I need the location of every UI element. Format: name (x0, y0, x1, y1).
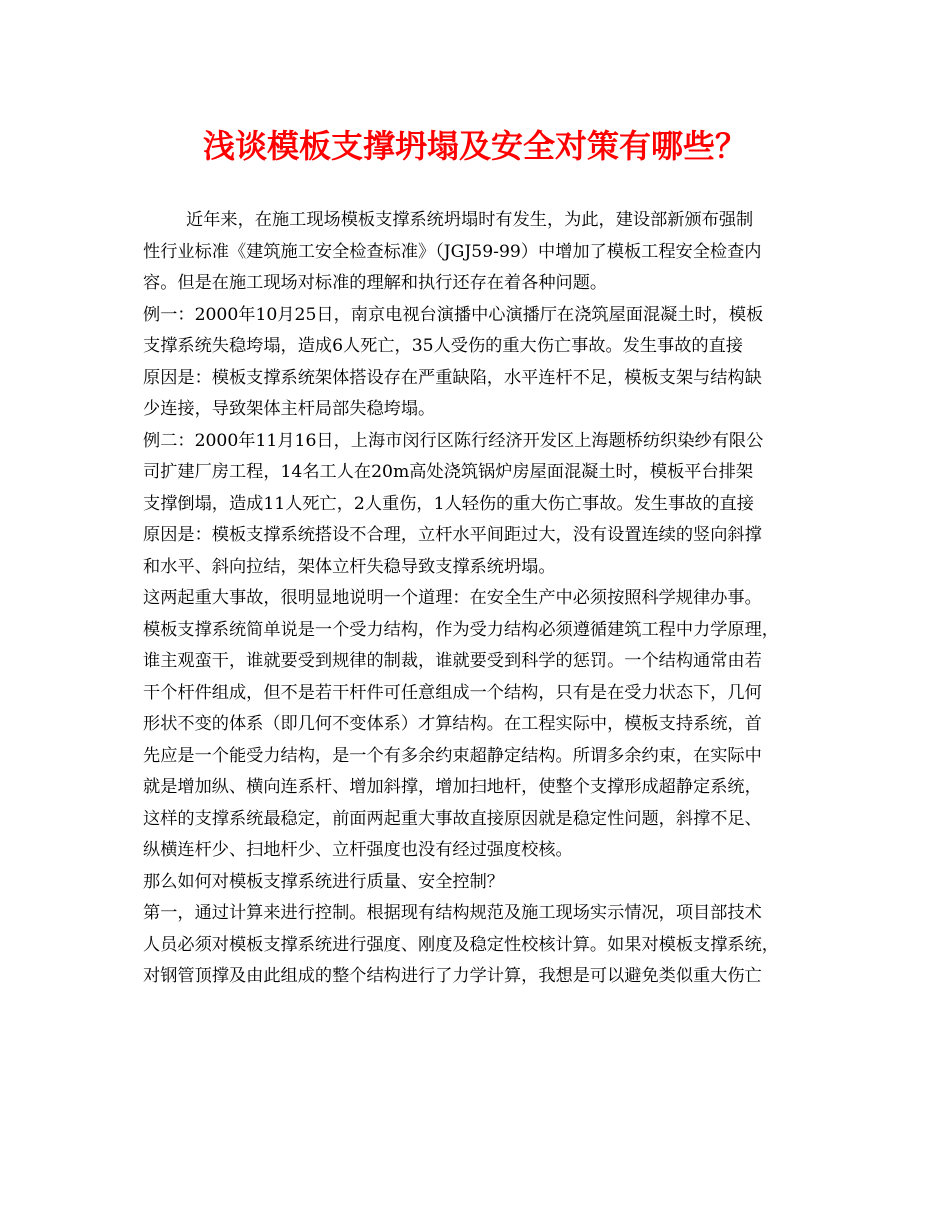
text-line: 容。但是在施工现场对标准的理解和执行还存在着各种问题。 (143, 273, 608, 293)
text-line: 性行业标准《建筑施工安全检查标准》（JGJ59-99）中增加了模板工程安全检查内 (143, 241, 762, 262)
text-line: 就是增加纵、横向连系杆、增加斜撑，增加扫地杆，使整个支撑形成超静定系统， (143, 777, 762, 797)
text-line: 和水平、斜向拉结，架体立杆失稳导致支撑系统坍塌。 (143, 556, 556, 577)
text-line: 支撑倒塌，造成11人死亡，2人重伤，1人轻伤的重大伤亡事故。发生事故的直接 (143, 493, 754, 514)
text-line: 先应是一个能受力结构，是一个有多余约束超静定结构。所谓多余约束，在实际中 (143, 745, 762, 766)
text-line: 纵横连杆少、扫地杆少、立杆强度也没有经过强度校核。 (143, 840, 573, 860)
text-line: 这样的支撑系统最稳定，前面两起重大事故直接原因就是稳定性问题，斜撑不足、 (143, 808, 762, 829)
text-line: 那么如何对模板支撑系统进行质量、安全控制？ (143, 871, 504, 892)
text-line: 少连接，导致架体主杆局部失稳垮塌。 (143, 399, 436, 419)
text-line: 形状不变的体系（即几何不变体系）才算结构。在工程实际中，模板支持系统，首 (143, 714, 762, 734)
text-line: 司扩建厂房工程，14名工人在20m高处浇筑锅炉房屋面混凝土时，模板平台排架 (143, 462, 754, 482)
page-title: 浅谈模板支撑坍塌及安全对策有哪些？ (202, 127, 747, 165)
text-line: 原因是：模板支撑系统搭设不合理，立杆水平间距过大，没有设置连续的竖向斜撑 (143, 525, 762, 545)
text-line: 这两起重大事故，很明显地说明一个道理：在安全生产中必须按照科学规律办事。 (143, 588, 762, 608)
text-line: 支撑系统失稳垮塌，造成6人死亡，35人受伤的重大伤亡事故。发生事故的直接 (143, 336, 743, 356)
text-line: 人员必须对模板支撑系统进行强度、刚度及稳定性校核计算。如果对模板支撑系统， (143, 934, 779, 955)
body-text (143, 205, 823, 993)
text-line: 模板支撑系统简单说是一个受力结构，作为受力结构必须遵循建筑工程中力学原理， (143, 619, 779, 640)
text-line: 第一，通过计算来进行控制。根据现有结构规范及施工现场实示情况，项目部技术 (143, 903, 762, 923)
text-line: 干个杆件组成，但不是若干杆件可任意组成一个结构，只有是在受力状态下，几何 (143, 682, 762, 703)
text-line: 例一：2000年10月25日，南京电视台演播中心演播厅在浇筑屋面混凝土时，模板 (143, 304, 764, 325)
text-line: 例二：2000年11月16日，上海市闵行区陈行经济开发区上海题桥纺织染纱有限公 (143, 430, 764, 451)
text-line: 谁主观蛮干，谁就要受到规律的制裁，谁就要受到科学的惩罚。一个结构通常由若 (143, 651, 762, 671)
text-line: 对钢管顶撑及由此组成的整个结构进行了力学计算，我想是可以避免类似重大伤亡 (143, 966, 762, 986)
text-line: 原因是：模板支撑系统架体搭设存在严重缺陷，水平连杆不足，模板支架与结构缺 (143, 367, 762, 388)
text-line: 近年来，在施工现场模板支撑系统坍塌时有发生，为此，建设部新颁布强制 (186, 210, 754, 230)
